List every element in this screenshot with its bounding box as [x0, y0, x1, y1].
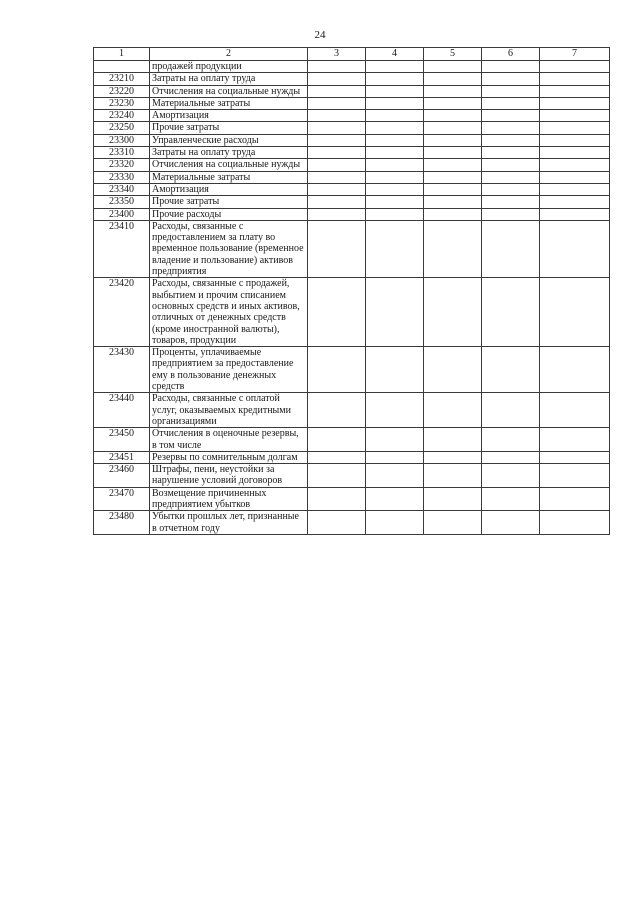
- value-cell: [424, 220, 482, 277]
- value-cell: [424, 196, 482, 208]
- table-row: [94, 220, 610, 277]
- value-cell: [540, 97, 610, 109]
- column-header: 6: [482, 48, 540, 61]
- value-cell: [308, 110, 366, 122]
- column-header: 1: [94, 48, 150, 61]
- value-cell: [482, 393, 540, 428]
- value-cell: [424, 73, 482, 85]
- row-name: Убытки прошлых лет, признанные в отчетном году: [150, 511, 308, 535]
- expense-table: [93, 47, 610, 535]
- column-header: 3: [308, 48, 366, 61]
- value-cell: [366, 159, 424, 171]
- value-cell: [482, 134, 540, 146]
- value-cell: [366, 451, 424, 463]
- table-row: [94, 278, 610, 347]
- value-cell: [482, 511, 540, 535]
- row-name: Прочие затраты: [150, 196, 308, 208]
- value-cell: [482, 347, 540, 393]
- value-cell: [366, 171, 424, 183]
- row-code: 23300: [94, 134, 150, 146]
- value-cell: [424, 464, 482, 488]
- row-code: 23230: [94, 97, 150, 109]
- column-header: 2: [150, 48, 308, 61]
- row-code: 23430: [94, 347, 150, 393]
- row-name: Резервы по сомнительным долгам: [150, 451, 308, 463]
- value-cell: [540, 428, 610, 452]
- value-cell: [540, 208, 610, 220]
- value-cell: [366, 97, 424, 109]
- value-cell: [540, 134, 610, 146]
- row-code: 23451: [94, 451, 150, 463]
- value-cell: [482, 73, 540, 85]
- value-cell: [308, 73, 366, 85]
- column-header: 5: [424, 48, 482, 61]
- value-cell: [366, 85, 424, 97]
- value-cell: [482, 220, 540, 277]
- value-cell: [308, 97, 366, 109]
- page-number: 24: [314, 29, 326, 41]
- table-row: [94, 97, 610, 109]
- value-cell: [366, 428, 424, 452]
- row-code: 23210: [94, 73, 150, 85]
- table-row: [94, 511, 610, 535]
- table-row: [94, 147, 610, 159]
- value-cell: [540, 464, 610, 488]
- table-row: [94, 347, 610, 393]
- table-row: [94, 183, 610, 195]
- value-cell: [366, 347, 424, 393]
- value-cell: [308, 347, 366, 393]
- value-cell: [308, 61, 366, 73]
- value-cell: [482, 159, 540, 171]
- value-cell: [540, 347, 610, 393]
- row-code: 23240: [94, 110, 150, 122]
- row-code: 23420: [94, 278, 150, 347]
- value-cell: [540, 61, 610, 73]
- value-cell: [308, 278, 366, 347]
- table-header-row: [94, 48, 610, 61]
- row-name: Отчисления в оценочные резервы, в том числе: [150, 428, 308, 452]
- value-cell: [540, 159, 610, 171]
- value-cell: [424, 511, 482, 535]
- value-cell: [540, 220, 610, 277]
- row-name: Отчисления на социальные нужды: [150, 159, 308, 171]
- value-cell: [366, 208, 424, 220]
- value-cell: [366, 147, 424, 159]
- value-cell: [424, 159, 482, 171]
- value-cell: [366, 196, 424, 208]
- row-name: продажей продукции: [150, 61, 308, 73]
- row-name: Затраты на оплату труда: [150, 147, 308, 159]
- row-code: 23480: [94, 511, 150, 535]
- value-cell: [308, 511, 366, 535]
- value-cell: [540, 451, 610, 463]
- value-cell: [540, 110, 610, 122]
- value-cell: [424, 183, 482, 195]
- value-cell: [540, 122, 610, 134]
- value-cell: [308, 393, 366, 428]
- row-name: Проценты, уплачиваемые предприятием за предоставление ему в пользование денежных средств: [150, 347, 308, 393]
- value-cell: [540, 393, 610, 428]
- value-cell: [424, 428, 482, 452]
- value-cell: [482, 110, 540, 122]
- value-cell: [308, 147, 366, 159]
- row-name: Возмещение причиненных предприятием убытков: [150, 487, 308, 511]
- row-name: Затраты на оплату труда: [150, 73, 308, 85]
- value-cell: [540, 278, 610, 347]
- value-cell: [308, 220, 366, 277]
- row-name: Материальные затраты: [150, 171, 308, 183]
- value-cell: [424, 347, 482, 393]
- row-name: Расходы, связанные с продажей, выбытием и прочим списанием основных средств и иных активов, отличных от денежных средств (кроме иностранной валюты), товаров, продукции: [150, 278, 308, 347]
- value-cell: [482, 464, 540, 488]
- value-cell: [540, 487, 610, 511]
- table-row: [94, 73, 610, 85]
- value-cell: [424, 110, 482, 122]
- row-code: 23310: [94, 147, 150, 159]
- value-cell: [366, 183, 424, 195]
- value-cell: [366, 122, 424, 134]
- value-cell: [308, 208, 366, 220]
- value-cell: [482, 451, 540, 463]
- value-cell: [366, 464, 424, 488]
- value-cell: [308, 85, 366, 97]
- row-name: Прочие затраты: [150, 122, 308, 134]
- table-row: [94, 61, 610, 73]
- row-name: Управленческие расходы: [150, 134, 308, 146]
- value-cell: [366, 278, 424, 347]
- table-row: [94, 159, 610, 171]
- value-cell: [424, 147, 482, 159]
- value-cell: [366, 73, 424, 85]
- value-cell: [308, 134, 366, 146]
- table-row: [94, 393, 610, 428]
- value-cell: [424, 122, 482, 134]
- table-row: [94, 134, 610, 146]
- row-code: 23450: [94, 428, 150, 452]
- value-cell: [540, 73, 610, 85]
- value-cell: [424, 451, 482, 463]
- row-code: 23350: [94, 196, 150, 208]
- value-cell: [424, 97, 482, 109]
- value-cell: [482, 428, 540, 452]
- table-row: [94, 196, 610, 208]
- column-header: 4: [366, 48, 424, 61]
- row-code: 23460: [94, 464, 150, 488]
- value-cell: [424, 487, 482, 511]
- value-cell: [308, 159, 366, 171]
- table-row: [94, 428, 610, 452]
- value-cell: [308, 487, 366, 511]
- row-code: 23440: [94, 393, 150, 428]
- value-cell: [366, 487, 424, 511]
- value-cell: [482, 147, 540, 159]
- value-cell: [424, 85, 482, 97]
- value-cell: [424, 171, 482, 183]
- row-name: Отчисления на социальные нужды: [150, 85, 308, 97]
- value-cell: [482, 122, 540, 134]
- value-cell: [482, 278, 540, 347]
- row-code: 23400: [94, 208, 150, 220]
- row-code: [94, 61, 150, 73]
- value-cell: [482, 97, 540, 109]
- value-cell: [366, 134, 424, 146]
- row-name: Расходы, связанные с предоставлением за плату во временное пользование (временное владение и пользование) активов предприятия: [150, 220, 308, 277]
- value-cell: [482, 171, 540, 183]
- value-cell: [308, 183, 366, 195]
- value-cell: [308, 464, 366, 488]
- value-cell: [540, 147, 610, 159]
- row-name: Амортизация: [150, 110, 308, 122]
- row-code: 23220: [94, 85, 150, 97]
- value-cell: [540, 196, 610, 208]
- value-cell: [366, 61, 424, 73]
- value-cell: [308, 171, 366, 183]
- value-cell: [482, 183, 540, 195]
- table-row: [94, 85, 610, 97]
- value-cell: [424, 278, 482, 347]
- value-cell: [482, 85, 540, 97]
- row-name: Штрафы, пени, неустойки за нарушение условий договоров: [150, 464, 308, 488]
- table-row: [94, 208, 610, 220]
- table-row: [94, 451, 610, 463]
- value-cell: [366, 511, 424, 535]
- value-cell: [482, 196, 540, 208]
- value-cell: [482, 208, 540, 220]
- table-row: [94, 171, 610, 183]
- value-cell: [482, 61, 540, 73]
- value-cell: [540, 85, 610, 97]
- value-cell: [308, 451, 366, 463]
- table-row: [94, 122, 610, 134]
- row-code: 23320: [94, 159, 150, 171]
- row-name: Расходы, связанные с оплатой услуг, оказываемых кредитными организациями: [150, 393, 308, 428]
- value-cell: [424, 134, 482, 146]
- value-cell: [540, 171, 610, 183]
- value-cell: [366, 110, 424, 122]
- value-cell: [540, 183, 610, 195]
- row-name: Материальные затраты: [150, 97, 308, 109]
- value-cell: [308, 122, 366, 134]
- row-code: 23470: [94, 487, 150, 511]
- row-name: Прочие расходы: [150, 208, 308, 220]
- value-cell: [308, 428, 366, 452]
- row-code: 23330: [94, 171, 150, 183]
- table-row: [94, 487, 610, 511]
- column-header: 7: [540, 48, 610, 61]
- row-name: Амортизация: [150, 183, 308, 195]
- table-row: [94, 110, 610, 122]
- row-code: 23410: [94, 220, 150, 277]
- row-code: 23250: [94, 122, 150, 134]
- value-cell: [366, 393, 424, 428]
- row-code: 23340: [94, 183, 150, 195]
- value-cell: [424, 208, 482, 220]
- value-cell: [366, 220, 424, 277]
- value-cell: [424, 61, 482, 73]
- value-cell: [482, 487, 540, 511]
- value-cell: [540, 511, 610, 535]
- table-row: [94, 464, 610, 488]
- value-cell: [308, 196, 366, 208]
- value-cell: [424, 393, 482, 428]
